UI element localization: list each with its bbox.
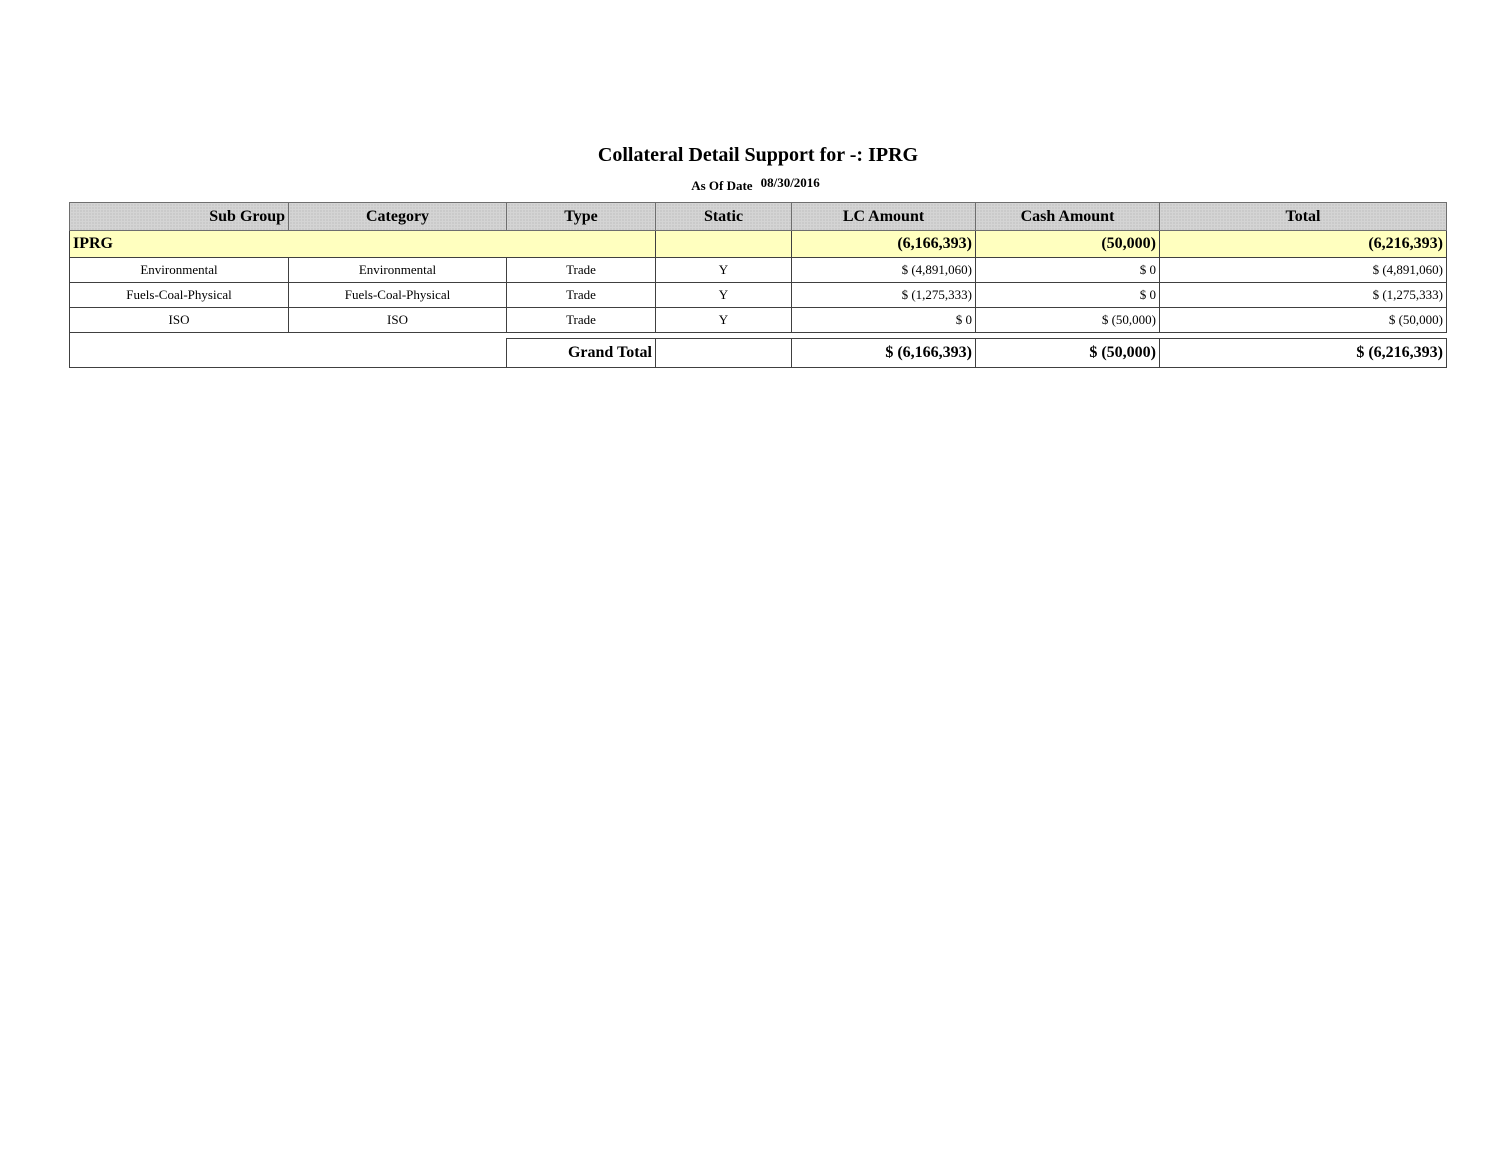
report-title: Collateral Detail Support for -: IPRG	[597, 144, 919, 166]
as-of-date	[0, 175, 1511, 191]
cell-category: Environmental	[289, 258, 507, 283]
cell-category: Fuels-Coal-Physical	[289, 283, 507, 308]
header-row	[70, 203, 1447, 231]
group-name: IPRG	[70, 231, 656, 258]
collateral-table	[69, 202, 1447, 368]
cell-cash-amount: $ 0	[976, 283, 1160, 308]
cell-cash-amount: $ (50,000)	[976, 308, 1160, 333]
cell-type: Trade	[507, 258, 656, 283]
cell-static: Y	[656, 308, 792, 333]
group-total: (6,216,393)	[1160, 231, 1447, 258]
cell-sub-group: ISO	[70, 308, 289, 333]
cell-lc-amount: $ (1,275,333)	[792, 283, 976, 308]
cell-total: $ (4,891,060)	[1160, 258, 1447, 283]
grand-total-row	[70, 339, 1447, 368]
grand-total-static	[656, 339, 792, 368]
group-row	[70, 231, 1447, 258]
table-row	[70, 283, 1447, 308]
grand-total-total: $ (6,216,393)	[1160, 339, 1447, 368]
table-row	[70, 308, 1447, 333]
as-of-value: 08/30/2016	[760, 175, 820, 190]
column-header-category: Category	[289, 203, 507, 231]
cell-sub-group: Fuels-Coal-Physical	[70, 283, 289, 308]
cell-type: Trade	[507, 308, 656, 333]
column-header-lc-amount: LC Amount	[792, 203, 976, 231]
group-lc-amount: (6,166,393)	[792, 231, 976, 258]
cell-type: Trade	[507, 283, 656, 308]
grand-total-cash-amount: $ (50,000)	[976, 339, 1160, 368]
cell-lc-amount: $ 0	[792, 308, 976, 333]
cell-total: $ (50,000)	[1160, 308, 1447, 333]
column-header-total: Total	[1160, 203, 1447, 231]
cell-cash-amount: $ 0	[976, 258, 1160, 283]
cell-lc-amount: $ (4,891,060)	[792, 258, 976, 283]
grand-total-lc-amount: $ (6,166,393)	[792, 339, 976, 368]
cell-static: Y	[656, 258, 792, 283]
cell-static: Y	[656, 283, 792, 308]
as-of-label: As Of Date	[691, 178, 753, 193]
column-header-cash-amount: Cash Amount	[976, 203, 1160, 231]
group-cash-amount: (50,000)	[976, 231, 1160, 258]
grand-total-label: Grand Total	[507, 339, 656, 368]
cell-category: ISO	[289, 308, 507, 333]
group-static	[656, 231, 792, 258]
cell-total: $ (1,275,333)	[1160, 283, 1447, 308]
column-header-sub-group: Sub Group	[70, 203, 289, 231]
grand-total-blank	[70, 339, 507, 368]
column-header-type: Type	[507, 203, 656, 231]
table-row	[70, 258, 1447, 283]
column-header-static: Static	[656, 203, 792, 231]
cell-sub-group: Environmental	[70, 258, 289, 283]
